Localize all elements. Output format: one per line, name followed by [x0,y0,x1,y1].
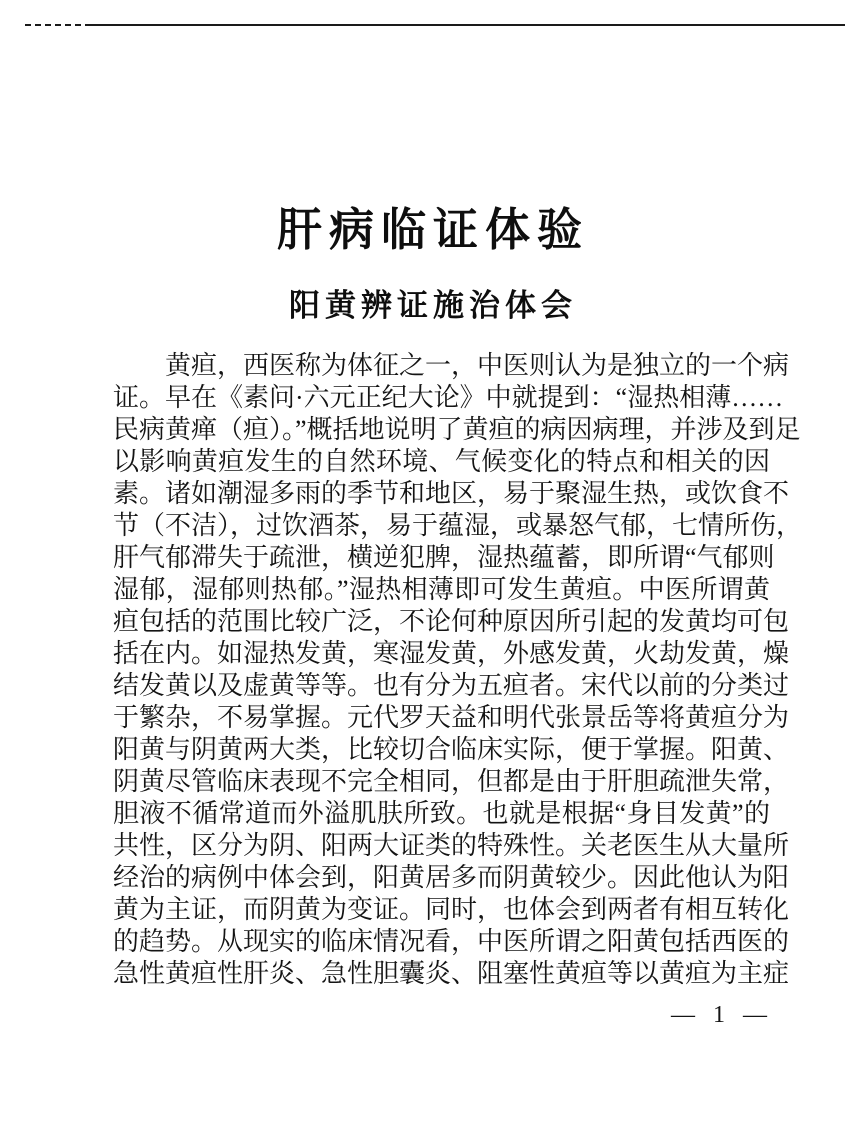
top-rule-solid-segment [87,24,845,26]
top-rule [25,24,845,26]
top-rule-dashed-segment [25,24,87,26]
body-line: 的趋势。从现实的临床情况看，中医所谓之阳黄包括西医的 [113,927,790,956]
body-line: 胆液不循常道而外溢肌肤所致。也就是根据“身目发黄”的 [113,799,770,828]
page-number: — 1 — [671,1002,773,1028]
body-line: 民病黄瘅（疸）。”概括地说明了黄疸的病因病理，并涉及到足 [113,415,801,444]
body-line: 经治的病例中体会到，阳黄居多而阴黄较少。因此他认为阳 [113,863,790,892]
body-line: 于繁杂，不易掌握。元代罗天益和明代张景岳等将黄疸分为 [113,703,790,732]
body-line: 湿郁，湿郁则热郁。”湿热相薄即可发生黄疸。中医所谓黄 [113,575,770,604]
page-subtitle: 阳黄辨证施治体会 [289,288,577,323]
body-line: 阳黄与阴黄两大类，比较切合临床实际，便于掌握。阳黄、 [113,735,790,764]
body-line: 括在内。如湿热发黄，寒湿发黄，外感发黄，火劫发黄，燥 [113,639,790,668]
body-text [113,350,803,990]
body-line: 肝气郁滞失于疏泄，横逆犯脾，湿热蕴蓄，即所谓“气郁则 [113,543,775,572]
body-line: 节（不洁），过饮酒茶，易于蕴湿，或暴怒气郁，七情所伤， [113,511,803,540]
page-title: 肝病临证体验 [276,205,589,255]
body-line: 结发黄以及虚黄等等。也有分为五疸者。宋代以前的分类过 [113,671,790,700]
body-line: 疸包括的范围比较广泛，不论何种原因所引起的发黄均可包 [113,607,790,636]
body-line: 黄为主证，而阴黄为变证。同时，也体会到两者有相互转化 [113,895,790,924]
body-line: 证。早在《素问·六元正纪大论》中就提到：“湿热相薄…… [113,383,784,412]
body-line: 素。诸如潮湿多雨的季节和地区，易于聚湿生热，或饮食不 [113,479,790,508]
body-line: 以影响黄疸发生的自然环境、气候变化的特点和相关的因 [113,447,770,476]
body-line: 阴黄尽管临床表现不完全相同，但都是由于肝胆疏泄失常， [113,767,790,796]
body-line: 急性黄疸性肝炎、急性胆囊炎、阻塞性黄疸等以黄疸为主症 [113,959,790,988]
body-line: 黄疸，西医称为体征之一，中医则认为是独立的一个病 [165,351,790,380]
body-line: 共性，区分为阴、阳两大证类的特殊性。关老医生从大量所 [113,831,790,860]
